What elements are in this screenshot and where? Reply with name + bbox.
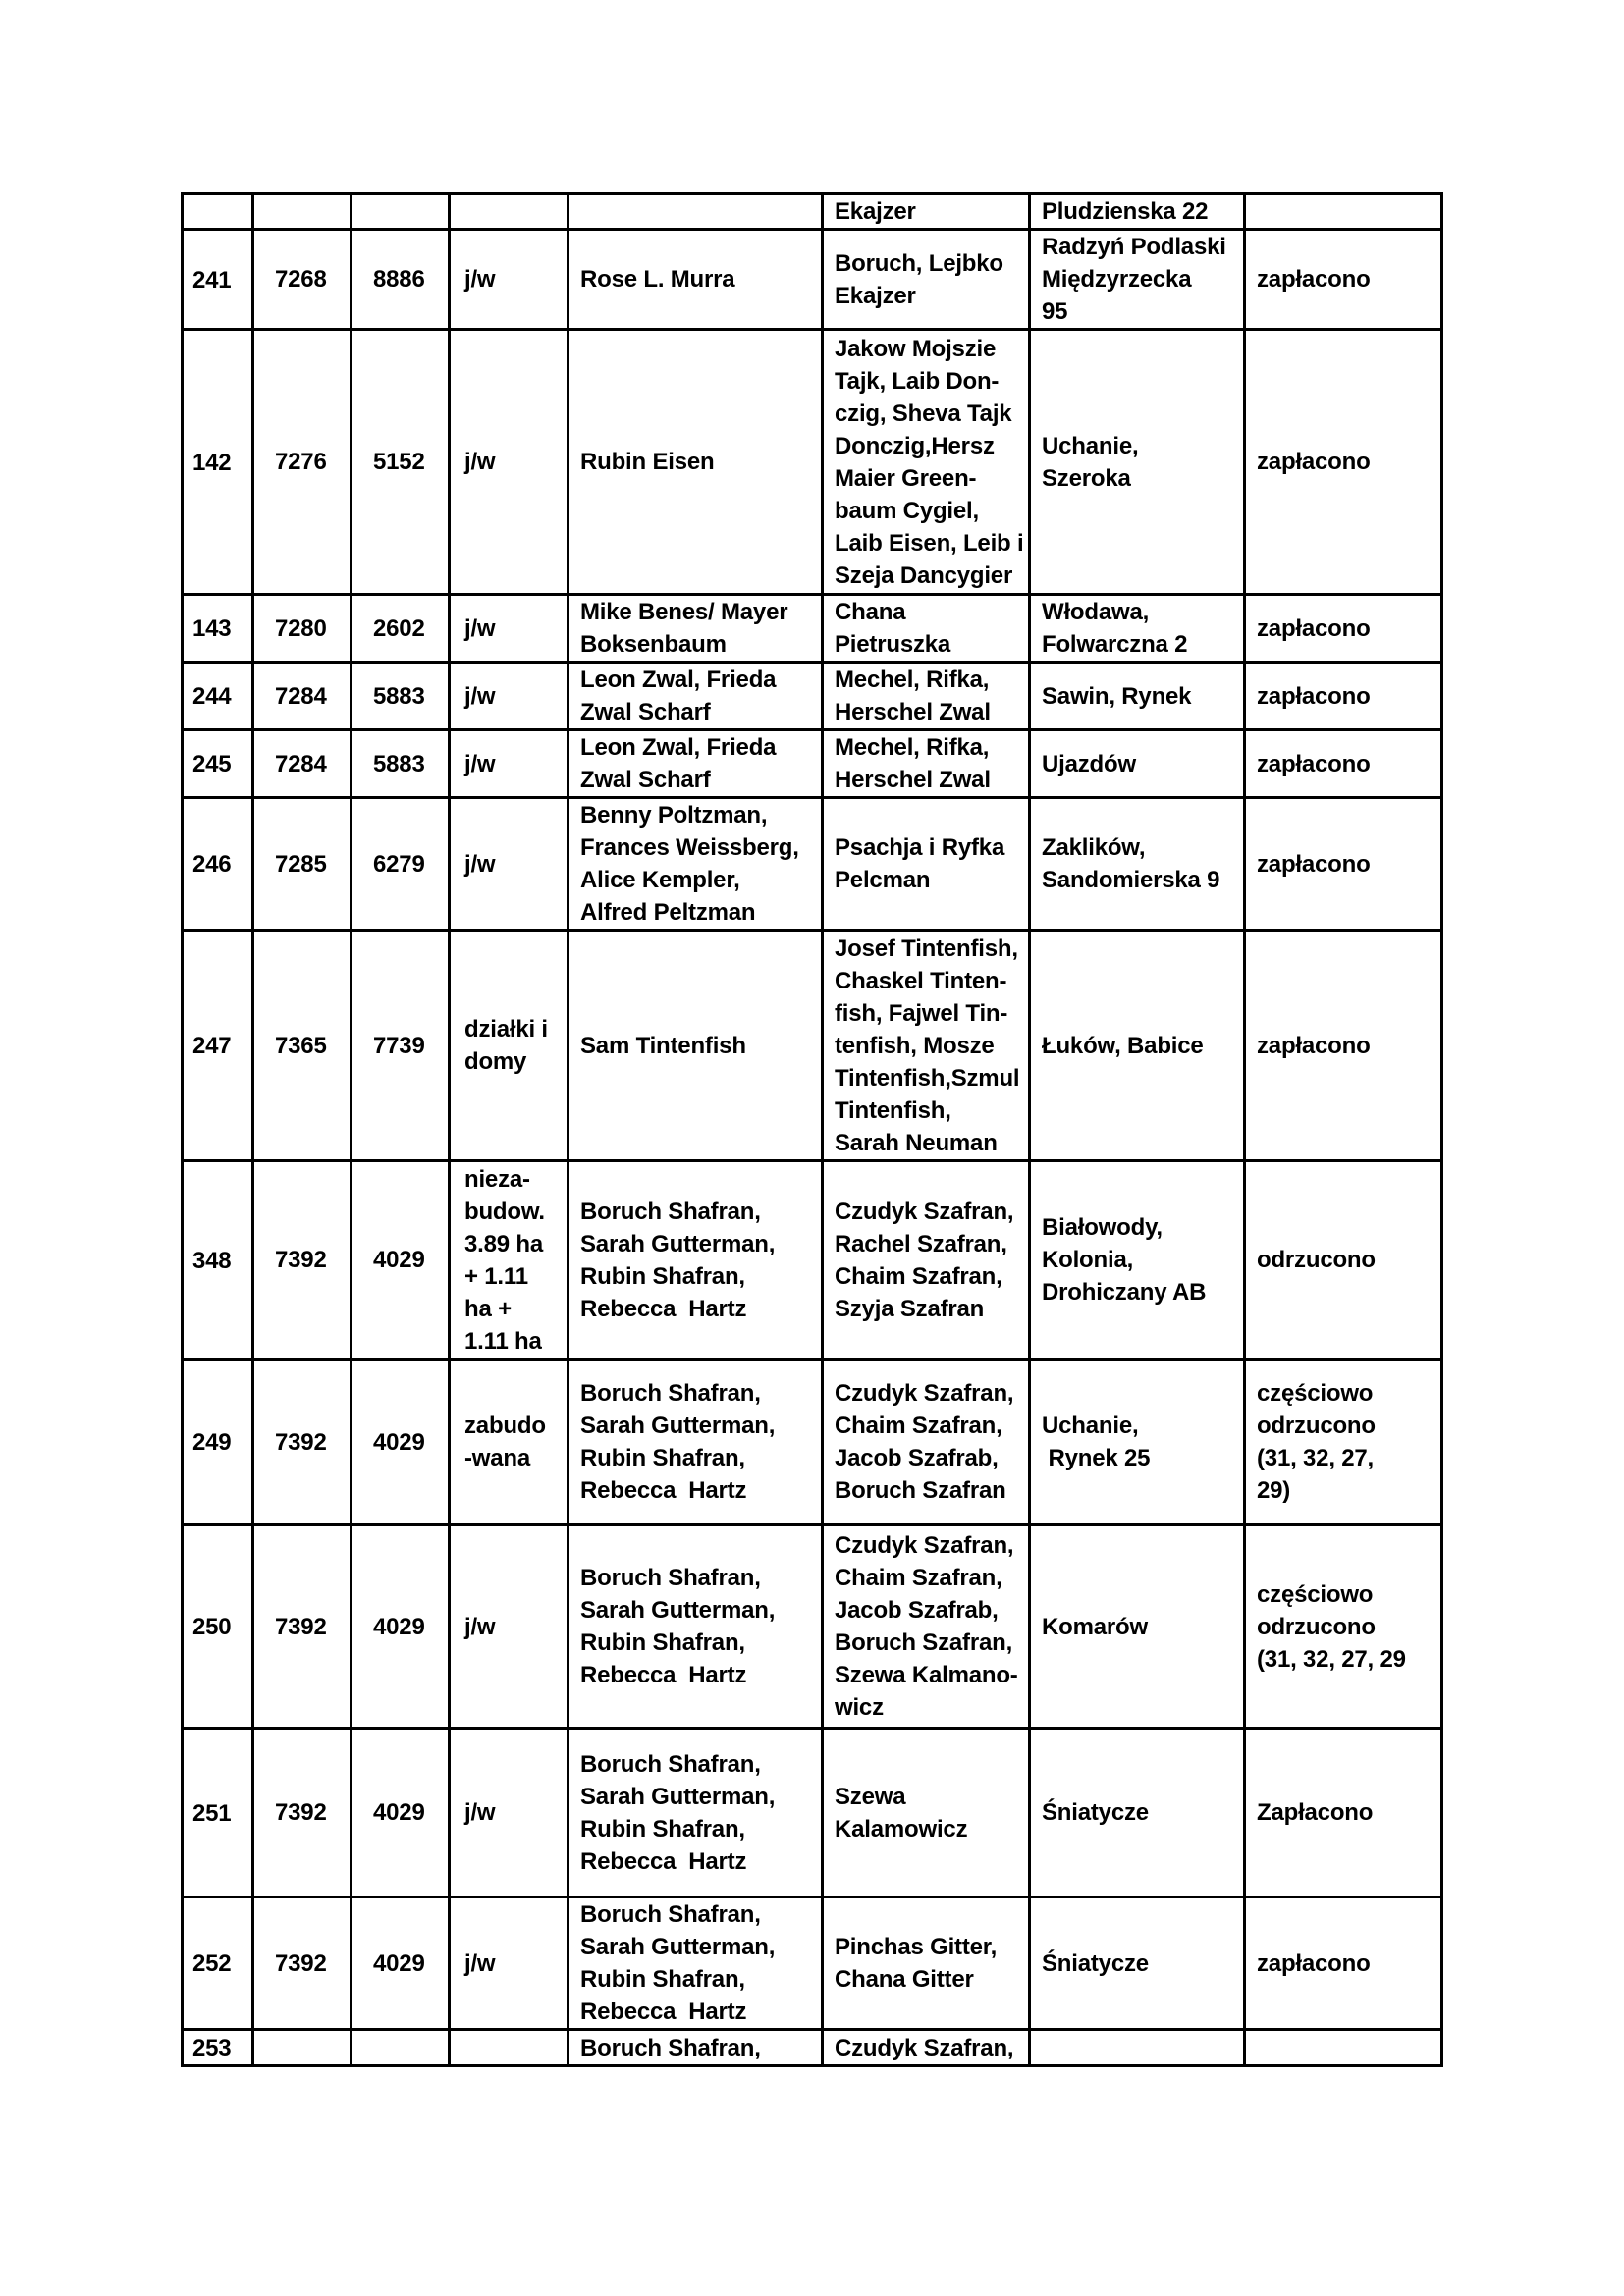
- cell-text: 241: [192, 266, 232, 294]
- cell-text: Zapłacono: [1257, 1799, 1374, 1826]
- table-cell: [1245, 595, 1442, 663]
- table-cell: [253, 798, 352, 931]
- table-cell: [352, 230, 450, 330]
- table-cell: [1030, 1161, 1245, 1360]
- table-row: [183, 931, 1442, 1161]
- table-cell: [1030, 931, 1245, 1161]
- table-cell: [352, 1897, 450, 2030]
- table-cell: [450, 595, 568, 663]
- cell-text: Boruch Shafran, Sarah Gutterman, Rubin Shafran, Rebecca Hartz: [580, 1565, 776, 1688]
- table-cell: [352, 798, 450, 931]
- table-cell: [352, 330, 450, 595]
- table-cell: [568, 931, 823, 1161]
- cell-text: 7392: [275, 1949, 327, 1977]
- cell-text: 244: [192, 683, 232, 710]
- cell-text: 250: [192, 1614, 232, 1640]
- cell-text: 4029: [373, 1949, 425, 1977]
- cell-text: 249: [192, 1429, 232, 1456]
- table-cell: [183, 1729, 253, 1897]
- table-cell: [823, 2030, 1030, 2066]
- table-cell: [352, 595, 450, 663]
- table-cell: [1030, 1897, 1245, 2030]
- table-cell: [352, 2030, 450, 2066]
- table-row: [183, 663, 1442, 730]
- table-cell: [352, 931, 450, 1161]
- table-cell: [450, 663, 568, 730]
- table-cell: [183, 663, 253, 730]
- table-cell: [823, 1525, 1030, 1729]
- cell-text: j/w: [464, 750, 496, 777]
- cell-text: Leon Zwal, Frieda Zwal Scharf: [580, 734, 777, 793]
- table-row: [183, 1897, 1442, 2030]
- table-cell: [450, 1897, 568, 2030]
- cell-text: 7284: [275, 750, 327, 777]
- table-cell: [1245, 330, 1442, 595]
- table-cell: [823, 1729, 1030, 1897]
- table-cell: [1030, 730, 1245, 798]
- table-cell: [352, 1161, 450, 1360]
- cell-text: nieza- budow. 3.89 ha + 1.11 ha + 1.11 ha: [464, 1165, 545, 1355]
- table-cell: [568, 230, 823, 330]
- table-cell: [568, 2030, 823, 2066]
- cell-text: Boruch, Lejbko Ekajzer: [835, 249, 1003, 309]
- cell-text: Łuków, Babice: [1042, 1032, 1204, 1059]
- cell-text: Boruch Shafran,: [580, 2034, 761, 2061]
- table-cell: [823, 1161, 1030, 1360]
- table-cell: [568, 1360, 823, 1525]
- cell-text: 6279: [373, 850, 425, 878]
- cell-text: j/w: [464, 1613, 496, 1640]
- cell-text: Komarów: [1042, 1613, 1148, 1640]
- table-cell: [450, 1161, 568, 1360]
- table-cell: [1245, 1729, 1442, 1897]
- table-cell: [183, 1360, 253, 1525]
- cell-text: 7268: [275, 266, 327, 293]
- table-cell: [568, 1897, 823, 2030]
- cell-text: 7392: [275, 1428, 327, 1456]
- cell-text: 7392: [275, 1799, 327, 1826]
- table-cell: [183, 1525, 253, 1729]
- cell-text: 7280: [275, 614, 327, 642]
- cell-text: Rubin Eisen: [580, 449, 715, 475]
- table-cell: [568, 1729, 823, 1897]
- table-cell: [352, 1360, 450, 1525]
- cell-text: 4029: [373, 1247, 425, 1273]
- cell-text: Benny Poltzman, Frances Weissberg, Alice Kempler, Alfred Peltzman: [580, 802, 799, 926]
- table-cell: [253, 194, 352, 230]
- cell-text: Mike Benes/ Mayer Boksenbaum: [580, 599, 788, 658]
- cell-text: Rose L. Murra: [580, 266, 735, 293]
- cell-text: częściowo odrzucono (31, 32, 27, 29: [1257, 1580, 1406, 1673]
- table-cell: [450, 798, 568, 931]
- table-cell: [1030, 330, 1245, 595]
- cell-text: j/w: [464, 449, 496, 475]
- table-row: [183, 1360, 1442, 1525]
- table-cell: [183, 730, 253, 798]
- table-body: [183, 194, 1442, 2066]
- cell-text: Czudyk Szafran, Chaim Szafran, Jacob Szafrab, Boruch Szafran: [835, 1380, 1014, 1504]
- table-cell: [568, 1161, 823, 1360]
- table-cell: [1245, 1360, 1442, 1525]
- cell-text: 142: [192, 449, 232, 476]
- table-cell: [568, 595, 823, 663]
- table-cell: [1030, 2030, 1245, 2066]
- table-cell: [253, 730, 352, 798]
- cell-text: Szewa Kalamowicz: [835, 1783, 968, 1842]
- cell-text: Josef Tintenfish, Chaskel Tinten- fish, Fajwel Tin- tenfish, Mosze Tintenfish,Szmul Tintenfish, Sarah Neuman: [835, 934, 1020, 1156]
- table-cell: [568, 330, 823, 595]
- cell-text: Białowody, Kolonia, Drohiczany AB: [1042, 1214, 1207, 1306]
- cell-text: j/w: [464, 1799, 496, 1826]
- table-cell: [568, 1525, 823, 1729]
- table-row: [183, 194, 1442, 230]
- table-cell: [823, 663, 1030, 730]
- table-cell: [568, 730, 823, 798]
- table-cell: [450, 1360, 568, 1525]
- table-cell: [253, 2030, 352, 2066]
- table-cell: [183, 194, 253, 230]
- cell-text: Czudyk Szafran,: [835, 2034, 1014, 2061]
- cell-text: 4029: [373, 1799, 425, 1826]
- table-row: [183, 595, 1442, 663]
- cell-text: 252: [192, 1950, 232, 1977]
- cell-text: Boruch Shafran, Sarah Gutterman, Rubin Shafran, Rebecca Hartz: [580, 1750, 776, 1875]
- table-cell: [1030, 194, 1245, 230]
- table-cell: [1245, 194, 1442, 230]
- table-cell: [1245, 931, 1442, 1161]
- cell-text: Uchanie, Szeroka: [1042, 432, 1139, 492]
- cell-text: Śniatycze: [1042, 1799, 1149, 1826]
- cell-text: zapłacono: [1257, 1949, 1371, 1977]
- table-cell: [568, 798, 823, 931]
- cell-text: Psachja i Ryfka Pelcman: [835, 834, 1005, 893]
- cell-text: 8886: [373, 266, 425, 293]
- table-cell: [253, 330, 352, 595]
- table-cell: [823, 230, 1030, 330]
- cell-text: 247: [192, 1033, 232, 1059]
- cell-text: 251: [192, 1799, 232, 1827]
- table-cell: [183, 595, 253, 663]
- cell-text: Mechel, Rifka, Herschel Zwal: [835, 734, 991, 793]
- cell-text: Uchanie, Rynek 25: [1042, 1413, 1151, 1471]
- table-cell: [823, 595, 1030, 663]
- cell-text: j/w: [464, 682, 496, 710]
- table-cell: [352, 194, 450, 230]
- cell-text: Chana Pietruszka: [835, 599, 951, 658]
- cell-text: Radzyń Podlaski Międzyrzecka 95: [1042, 234, 1226, 325]
- cell-text: 245: [192, 751, 232, 777]
- table-cell: [352, 730, 450, 798]
- table-cell: [352, 663, 450, 730]
- table-cell: [450, 1525, 568, 1729]
- cell-text: [184, 211, 251, 212]
- table-cell: [253, 1161, 352, 1360]
- cell-text: j/w: [464, 614, 496, 642]
- table-row: [183, 1161, 1442, 1360]
- table-row: [183, 1729, 1442, 1897]
- table-cell: [1245, 2030, 1442, 2066]
- cell-text: Sawin, Rynek: [1042, 682, 1192, 710]
- table-row: [183, 730, 1442, 798]
- table-cell: [1030, 1360, 1245, 1525]
- table-cell: [183, 798, 253, 931]
- table-cell: [1245, 663, 1442, 730]
- table-cell: [183, 931, 253, 1161]
- records-table: [181, 192, 1443, 2067]
- cell-text: Zaklików, Sandomierska 9: [1042, 834, 1220, 893]
- cell-text: Pludzienska 22: [1042, 198, 1209, 225]
- table-cell: [253, 663, 352, 730]
- cell-text: zabudo -wana: [464, 1413, 546, 1471]
- cell-text: zapłacono: [1257, 750, 1371, 777]
- table-cell: [450, 2030, 568, 2066]
- cell-text: 7285: [275, 850, 327, 878]
- cell-text: 7739: [373, 1032, 425, 1059]
- table-cell: [253, 1525, 352, 1729]
- table-cell: [1030, 595, 1245, 663]
- table-cell: [450, 230, 568, 330]
- table-row: [183, 330, 1442, 595]
- table-cell: [253, 230, 352, 330]
- table-cell: [450, 1729, 568, 1897]
- table-cell: [253, 1897, 352, 2030]
- table-cell: [253, 1729, 352, 1897]
- cell-text: 253: [192, 2035, 232, 2061]
- cell-text: Sam Tintenfish: [580, 1032, 746, 1059]
- cell-text: j/w: [464, 266, 496, 293]
- table-cell: [183, 330, 253, 595]
- table-cell: [352, 1729, 450, 1897]
- cell-text: Pinchas Gitter, Chana Gitter: [835, 1934, 998, 1993]
- table-cell: [1030, 230, 1245, 330]
- table-cell: [823, 330, 1030, 595]
- table-cell: [823, 1897, 1030, 2030]
- cell-text: Czudyk Szafran, Chaim Szafran, Jacob Szafrab, Boruch Szafran, Szewa Kalmano- wicz: [835, 1532, 1018, 1721]
- table-row: [183, 1525, 1442, 1729]
- table-cell: [1245, 730, 1442, 798]
- cell-text: działki i domy: [464, 1016, 548, 1075]
- cell-text: 2602: [373, 614, 425, 642]
- cell-text: 5883: [373, 750, 425, 777]
- table-cell: [1030, 663, 1245, 730]
- cell-text: Ekajzer: [835, 198, 916, 225]
- table-cell: [568, 194, 823, 230]
- table-cell: [823, 931, 1030, 1161]
- table-cell: [450, 931, 568, 1161]
- cell-text: zapłacono: [1257, 850, 1371, 878]
- table-cell: [1245, 230, 1442, 330]
- table-cell: [183, 2030, 253, 2066]
- table-cell: [253, 1360, 352, 1525]
- cell-text: j/w: [464, 1949, 496, 1977]
- cell-text: 5883: [373, 682, 425, 710]
- table-cell: [450, 194, 568, 230]
- table-cell: [1030, 798, 1245, 931]
- table-cell: [183, 1897, 253, 2030]
- cell-text: zapłacono: [1257, 266, 1371, 293]
- table-cell: [823, 1360, 1030, 1525]
- table-cell: [253, 595, 352, 663]
- table-cell: [450, 330, 568, 595]
- table-cell: [1030, 1729, 1245, 1897]
- cell-text: zapłacono: [1257, 614, 1371, 642]
- cell-text: 7392: [275, 1613, 327, 1640]
- table-cell: [1030, 1525, 1245, 1729]
- cell-text: j/w: [464, 850, 496, 878]
- cell-text: Śniatycze: [1042, 1949, 1149, 1977]
- cell-text: 7276: [275, 449, 327, 475]
- table-cell: [183, 1161, 253, 1360]
- table-cell: [1245, 1161, 1442, 1360]
- cell-text: 246: [192, 851, 232, 878]
- cell-text: częściowo odrzucono (31, 32, 27, 29): [1257, 1380, 1376, 1504]
- table-cell: [568, 663, 823, 730]
- table-cell: [183, 230, 253, 330]
- table-row: [183, 2030, 1442, 2066]
- cell-text: Leon Zwal, Frieda Zwal Scharf: [580, 667, 777, 725]
- cell-text: zapłacono: [1257, 1032, 1371, 1059]
- table-cell: [1245, 1525, 1442, 1729]
- cell-text: Ujazdów: [1042, 750, 1136, 777]
- cell-text: odrzucono: [1257, 1247, 1376, 1273]
- cell-text: Jakow Mojszie Tajk, Laib Don- czig, Sheva Tajk Donczig,Hersz Maier Green- baum Cygiel, Laib Eisen, Leib i Szeja Dancygier: [835, 335, 1024, 589]
- table-cell: [450, 730, 568, 798]
- cell-text: 348: [192, 1247, 232, 1274]
- table-cell: [823, 798, 1030, 931]
- table-cell: [1245, 1897, 1442, 2030]
- cell-text: 7392: [275, 1247, 327, 1273]
- table-cell: [1245, 798, 1442, 931]
- cell-text: 143: [192, 615, 232, 642]
- cell-text: 7284: [275, 682, 327, 710]
- cell-text: zapłacono: [1257, 682, 1371, 710]
- cell-text: 7365: [275, 1032, 327, 1059]
- table-cell: [352, 1525, 450, 1729]
- cell-text: Włodawa, Folwarczna 2: [1042, 599, 1188, 658]
- cell-text: Boruch Shafran, Sarah Gutterman, Rubin Shafran, Rebecca Hartz: [580, 1901, 776, 2025]
- table-cell: [823, 194, 1030, 230]
- cell-text: 4029: [373, 1613, 425, 1640]
- table-row: [183, 230, 1442, 330]
- cell-text: Mechel, Rifka, Herschel Zwal: [835, 667, 991, 725]
- cell-text: 5152: [373, 449, 425, 475]
- cell-text: zapłacono: [1257, 449, 1371, 475]
- cell-text: 4029: [373, 1428, 425, 1456]
- table-cell: [253, 931, 352, 1161]
- cell-text: Czudyk Szafran, Rachel Szafran, Chaim Szafran, Szyja Szafran: [835, 1198, 1014, 1322]
- cell-text: Boruch Shafran, Sarah Gutterman, Rubin Shafran, Rebecca Hartz: [580, 1198, 776, 1322]
- cell-text: Boruch Shafran, Sarah Gutterman, Rubin Shafran, Rebecca Hartz: [580, 1380, 776, 1504]
- table-row: [183, 798, 1442, 931]
- table-cell: [823, 730, 1030, 798]
